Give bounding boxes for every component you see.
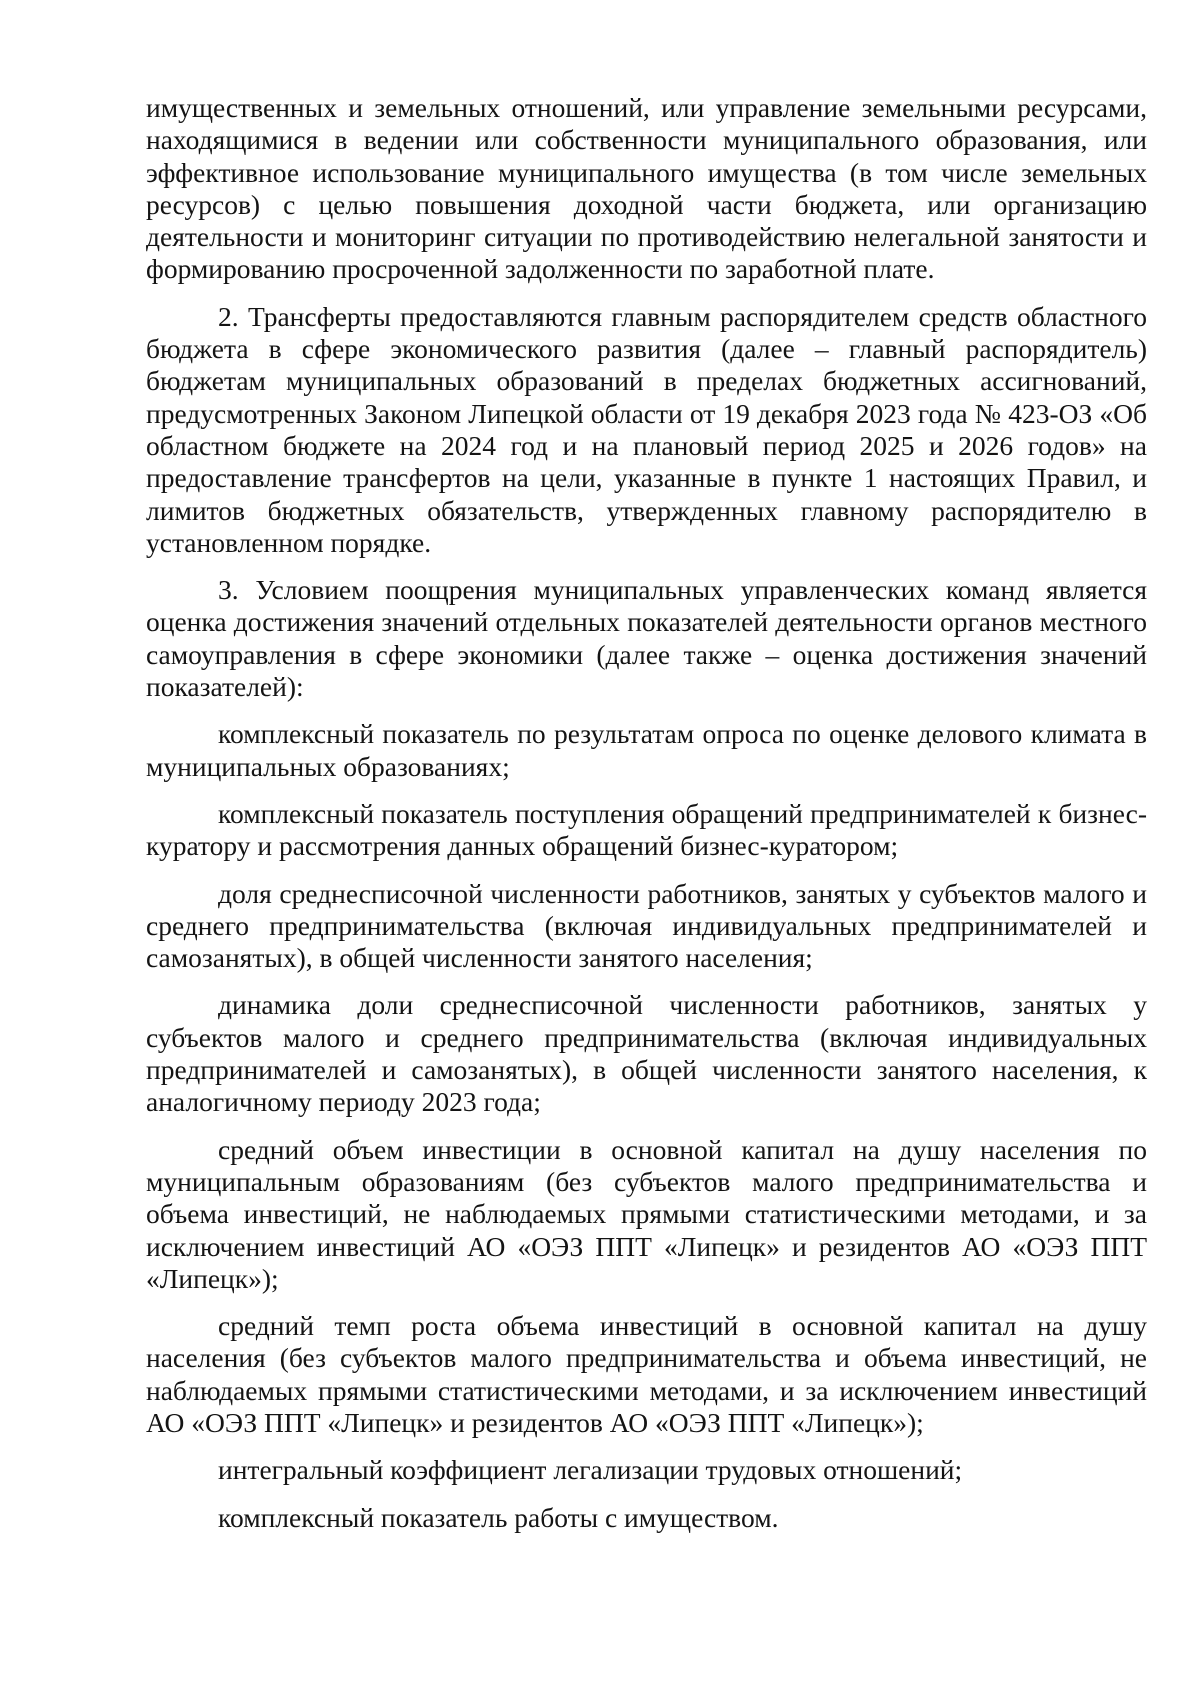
indicator-sme-employment-dynamics: динамика доли среднесписочной численности работников, занятых у субъектов малого и среднего предпринимательства (включая индивидуальных предпринимателей и самозанятых), в общей численности занятого населения, к аналогичному периоду 2023 года; (146, 989, 1147, 1118)
indicator-property-management: комплексный показатель работы с имуществом. (218, 1501, 779, 1533)
indicator-labor-legalization: интегральный коэффициент легализации трудовых отношений; (218, 1454, 963, 1486)
paragraph-continuation: имущественных и земельных отношений, или управление земельными ресурсами, находящимися в ведении или собственности муниципального образования, или эффективное использование муниципального имущества (в том числе земельных ресурсов) с целью повышения доходной части бюджета, или организацию деятельности и мониторинг ситуации по противодействию нелегальной занятости и формированию просроченной задолженности по заработной плате. (146, 92, 1147, 285)
indicator-business-curator: комплексный показатель поступления обращений предпринимателей к бизнес-куратору и рассмотрения данных обращений бизнес-куратором; (146, 797, 1147, 862)
paragraph-3-conditions: 3. Условием поощрения муниципальных управленческих команд является оценка достижения значений отдельных показателей деятельности органов местного самоуправления в сфере экономики (далее также – оценка достижения значений показателей): (146, 574, 1147, 703)
document-body (146, 92, 1147, 1549)
indicator-sme-employment-share: доля среднесписочной численности работников, занятых у субъектов малого и среднего предпринимательства (включая индивидуальных предпринимателей и самозанятых), в общей численности занятого населения; (146, 877, 1147, 974)
indicator-business-climate: комплексный показатель по результатам опроса по оценке делового климата в муниципальных образованиях; (146, 718, 1147, 782)
paragraph-2-transfers: 2. Трансферты предоставляются главным распорядителем средств областного бюджета в сфере экономического развития (далее – главный распорядитель) бюджетам муниципальных образований в пределах бюджетных ассигнований, предусмотренных Законом Липецкой области от 19 декабря 2023 года № 423-ОЗ «Об областном бюджете на 2024 год и на плановый период 2025 и 2026 годов» на предоставление трансфертов на цели, указанные в пункте 1 настоящих Правил, и лимитов бюджетных обязательств, утвержденных главному распорядителю в установленном порядке. (146, 300, 1147, 558)
indicator-investment-growth-rate: средний темп роста объема инвестиций в основной капитал на душу населения (без субъектов малого предпринимательства и объема инвестиций, не наблюдаемых прямыми статистическими методами, и за исключением инвестиций АО «ОЭЗ ППТ «Липецк» и резидентов АО «ОЭЗ ППТ «Липецк»); (146, 1310, 1147, 1438)
indicator-investment-per-capita: средний объем инвестиции в основной капитал на душу населения по муниципальным образованиям (без субъектов малого предпринимательства и объема инвестиций, не наблюдаемых прямыми статистическими методами, и за исключением инвестиций АО «ОЭЗ ППТ «Липецк» и резидентов АО «ОЭЗ ППТ «Липецк»); (146, 1133, 1147, 1294)
